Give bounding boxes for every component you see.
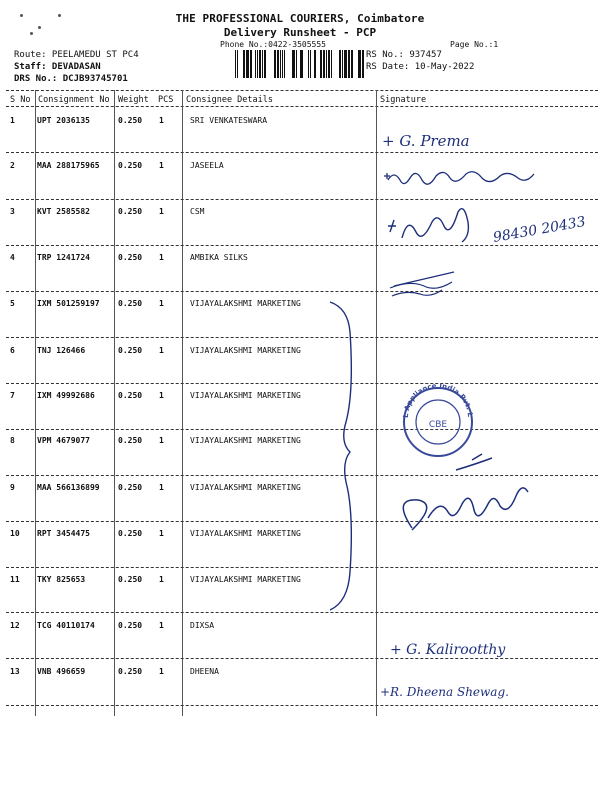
row-consignment-no: RPT 3454475 [37, 529, 90, 538]
barcode-bar [246, 50, 249, 78]
barcode-bar [243, 50, 245, 78]
row-pcs: 1 [159, 253, 164, 262]
row-weight: 0.250 [118, 575, 143, 584]
stamp-center-text: CBE [428, 420, 448, 430]
row-sno: 7 [10, 391, 15, 400]
row-consignee: VIJAYALAKSHMI MARKETING [190, 299, 301, 308]
barcode-bar [292, 50, 295, 78]
barcode-bar [282, 50, 283, 78]
signature-row1 [382, 132, 470, 150]
barcode-image [232, 50, 364, 78]
row-consignee: VIJAYALAKSHMI MARKETING [190, 436, 301, 445]
row-consignee: VIJAYALAKSHMI MARKETING [190, 529, 301, 538]
col-header-sno: S No [10, 95, 31, 105]
signature-row12 [390, 642, 506, 658]
row-consignee: AMBIKA SILKS [190, 253, 248, 262]
signature-row4 [390, 272, 454, 296]
row-consignment-no: IXM 501259197 [37, 299, 100, 308]
row-pcs: 1 [159, 436, 164, 445]
row-consignee: DIXSA [190, 621, 215, 630]
barcode-bar [284, 50, 285, 78]
row-consignment-no: TRP 1241724 [37, 253, 90, 262]
col-header-weight: Weight [118, 95, 149, 105]
barcode-bar [296, 50, 297, 78]
row-sno: 9 [10, 483, 15, 492]
page-number: Page No.:1 [450, 40, 499, 49]
barcode-bar [323, 50, 325, 78]
row-sno: 6 [10, 346, 15, 355]
row-consignee: VIJAYALAKSHMI MARKETING [190, 575, 301, 584]
barcode-bar [264, 50, 266, 78]
barcode-bar [235, 50, 236, 78]
row-consignee: VIJAYALAKSHMI MARKETING [190, 346, 301, 355]
row-sno: 2 [10, 161, 15, 170]
barcode-bar [320, 50, 322, 78]
row-consignment-no: MAA 566136899 [37, 483, 100, 492]
rs-number: RS No.: 937457 [366, 50, 442, 60]
row-pcs: 1 [159, 667, 164, 676]
barcode-bar [280, 50, 281, 78]
col-header-signature: Signature [380, 95, 427, 105]
row-weight: 0.250 [118, 436, 143, 445]
barcode-bar [339, 50, 341, 78]
col-header-consignment: Consignment No [38, 95, 110, 105]
row-sno: 1 [10, 116, 15, 125]
row-weight: 0.250 [118, 483, 143, 492]
row-consignment-no: IXM 49992686 [37, 391, 95, 400]
row-weight: 0.250 [118, 299, 143, 308]
barcode-bar [274, 50, 276, 78]
row-weight: 0.250 [118, 346, 143, 355]
row-sno: 12 [10, 621, 20, 630]
runsheet-title: Delivery Runsheet - PCP [223, 26, 377, 39]
rs-date: RS Date: 10-May-2022 [366, 62, 475, 72]
row-pcs: 1 [159, 621, 164, 630]
row-consignment-no: TCG 40110174 [37, 621, 95, 630]
row-weight: 0.250 [118, 207, 143, 216]
row-sno: 11 [10, 575, 20, 584]
barcode-bar [344, 50, 347, 78]
row-consignment-no: TKY 825653 [37, 575, 86, 584]
route-label: Route: PEELAMEDU ST PC4 [14, 50, 139, 60]
row-consignee: JASEELA [190, 161, 224, 170]
drs-number: DRS No.: DCJB93745701 [14, 74, 128, 84]
row-weight: 0.250 [118, 667, 143, 676]
signature-text-row13: +R. Dheena Shewag. [380, 685, 509, 699]
row-pcs: 1 [159, 346, 164, 355]
col-divider [182, 90, 183, 716]
row-consignment-no: MAA 288175965 [37, 161, 100, 170]
row-pcs: 1 [159, 575, 164, 584]
signature-row3 [388, 209, 587, 246]
signature-area [373, 86, 598, 718]
barcode-bar [262, 50, 263, 78]
row-pcs: 1 [159, 299, 164, 308]
barcode-bar [328, 50, 330, 78]
row-sno: 4 [10, 253, 15, 262]
col-header-consignee: Consignee Details [186, 95, 273, 105]
company-title: THE PROFESSIONAL COURIERS, Coimbatore [175, 12, 425, 25]
signature-text-row1: + G. Prema [382, 132, 470, 150]
barcode-bar [308, 50, 309, 78]
col-header-pcs: PCS [158, 95, 174, 105]
phone-number: Phone No.:0422-3505555 [220, 40, 326, 49]
signature-rows-5-11 [403, 454, 528, 530]
signature-phone-note: 98430 20433 [491, 213, 587, 246]
row-consignment-no: VNB 496659 [37, 667, 86, 676]
stamp-ring-text: L Appliance India Pvt. Ltd [373, 86, 475, 419]
row-sno: 3 [10, 207, 15, 216]
signature-row13 [380, 685, 509, 699]
barcode-bar [255, 50, 256, 78]
row-consignee: CSM [190, 207, 205, 216]
row-pcs: 1 [159, 207, 164, 216]
col-divider [114, 90, 115, 716]
barcode-bar [300, 50, 303, 78]
barcode-bar [237, 50, 238, 78]
signature-text-row12: + G. Kalirootthy [390, 642, 506, 658]
staff-label: Staff: DEVADASAN [14, 62, 101, 72]
barcode-bar [310, 50, 311, 78]
row-weight: 0.250 [118, 161, 143, 170]
table-top-rule [6, 90, 598, 91]
row-pcs: 1 [159, 161, 164, 170]
row-consignment-no: KVT 2585582 [37, 207, 90, 216]
barcode-bar [326, 50, 327, 78]
row-consignee: VIJAYALAKSHMI MARKETING [190, 483, 301, 492]
row-consignee: SRI VENKATESWARA [190, 116, 268, 125]
row-weight: 0.250 [118, 253, 143, 262]
signature-row2 [384, 172, 534, 184]
row-weight: 0.250 [118, 621, 143, 630]
barcode-bar [257, 50, 258, 78]
barcode-bar [348, 50, 350, 78]
row-pcs: 1 [159, 483, 164, 492]
bracket-rows-5-11 [330, 302, 351, 610]
row-weight: 0.250 [118, 529, 143, 538]
row-sno: 8 [10, 436, 15, 445]
col-divider [35, 90, 36, 716]
barcode-bar [259, 50, 261, 78]
barcode-bar [342, 50, 343, 78]
barcode-bar [314, 50, 316, 78]
row-pcs: 1 [159, 529, 164, 538]
row-consignee: VIJAYALAKSHMI MARKETING [190, 391, 301, 400]
row-pcs: 1 [159, 391, 164, 400]
row-weight: 0.250 [118, 391, 143, 400]
barcode-bar [331, 50, 332, 78]
row-consignment-no: TNJ 126466 [37, 346, 86, 355]
row-weight: 0.250 [118, 116, 143, 125]
row-sno: 13 [10, 667, 20, 676]
row-pcs: 1 [159, 116, 164, 125]
barcode-bar [358, 50, 361, 78]
row-sno: 10 [10, 529, 20, 538]
barcode-bar [250, 50, 252, 78]
row-consignment-no: VPM 4679077 [37, 436, 90, 445]
row-consignee: DHEENA [190, 667, 219, 676]
barcode-bar [351, 50, 353, 78]
barcode-bar [277, 50, 279, 78]
row-sno: 5 [10, 299, 15, 308]
barcode-bar [362, 50, 364, 78]
row-consignment-no: UPT 2036135 [37, 116, 90, 125]
